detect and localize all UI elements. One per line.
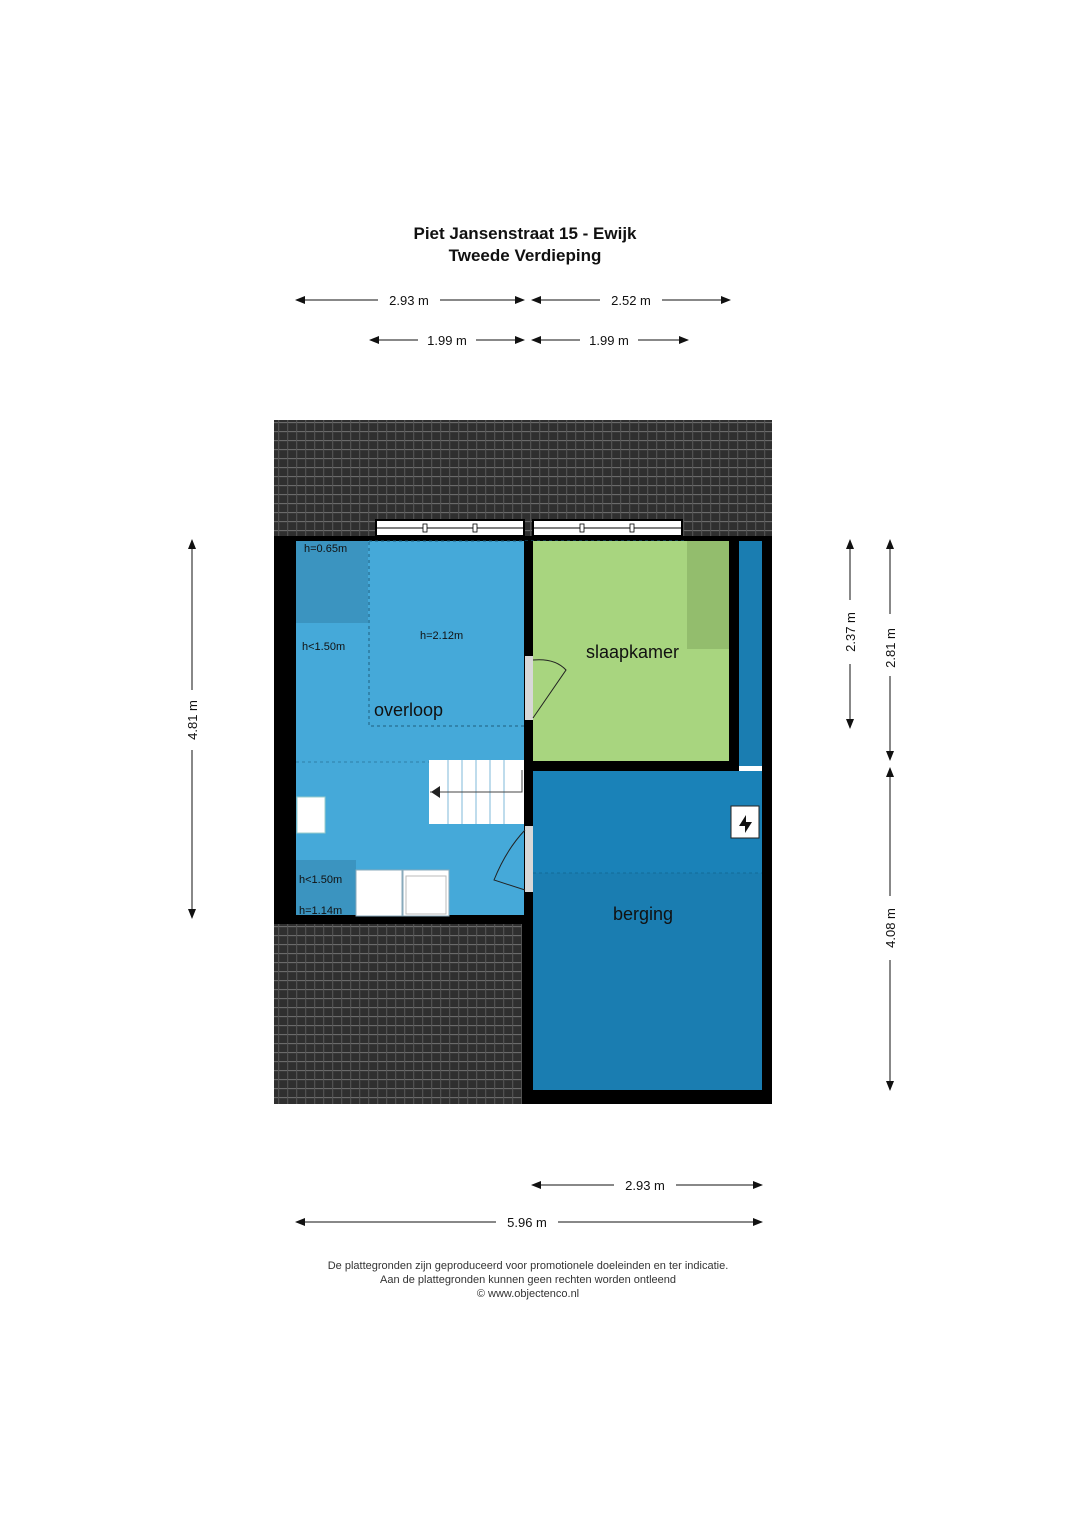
- door-slaapkamer-opening: [525, 656, 533, 720]
- address-title: Piet Jansenstraat 15 - Ewijk: [413, 224, 637, 243]
- room-label-berging: berging: [613, 904, 674, 924]
- dimension-right-inner: [843, 540, 858, 728]
- disclaimer: [0, 1259, 1056, 1301]
- dimension-inner-left: [370, 333, 524, 348]
- dimension-left: [185, 540, 200, 918]
- dim-right-inner-label: 2.37 m: [843, 612, 858, 652]
- dimension-top-right: [532, 293, 730, 308]
- height-label-065: h=0.65m: [304, 543, 348, 555]
- dimension-right-lower: [883, 768, 898, 1090]
- roof-top-right: [682, 420, 772, 542]
- room-label-overloop: overloop: [374, 700, 444, 720]
- wall-bottom-right: [522, 1090, 772, 1104]
- floor-title: Tweede Verdieping: [448, 246, 602, 265]
- dimension-right-outer: [883, 540, 898, 760]
- right-strip: [739, 541, 762, 766]
- dimension-inner-right: [532, 333, 688, 348]
- disclaimer-line-1: De plattegronden zijn geproduceerd voor promotionele doeleinden en ter indicatie.: [327, 1260, 729, 1272]
- dim-top-right-label: 2.52 m: [611, 293, 651, 308]
- cabinet-icon: [356, 870, 402, 916]
- roof-top-left: [274, 420, 374, 542]
- height-label-150-top: h<1.50m: [302, 641, 346, 653]
- room-label-slaapkamer: slaapkamer: [586, 642, 680, 662]
- dim-bottom-partial-label: 2.93 m: [625, 1178, 665, 1193]
- dimension-bottom-total: [296, 1215, 762, 1230]
- dimension-top-left: [296, 293, 524, 308]
- roof-bottom-left: [274, 922, 528, 1104]
- door-berging-opening: [525, 826, 533, 892]
- slaapkamer-low-zone: [687, 541, 730, 649]
- dim-top-left-label: 2.93 m: [389, 293, 429, 308]
- height-label-114: h=1.14m: [299, 905, 343, 917]
- dim-inner-left-label: 1.99 m: [427, 333, 467, 348]
- room-berging: [533, 771, 762, 1090]
- staircase: [429, 760, 524, 824]
- copyright-link[interactable]: © www.objectenco.nl: [476, 1288, 580, 1300]
- dim-inner-right-label: 1.99 m: [589, 333, 629, 348]
- berging-upper: [533, 771, 762, 873]
- dim-bottom-total-label: 5.96 m: [507, 1215, 547, 1230]
- dim-right-outer-label: 2.81 m: [883, 628, 898, 668]
- disclaimer-line-2: Aan de plattegronden kunnen geen rechten worden ontleend: [379, 1274, 676, 1286]
- dim-left-label: 4.81 m: [185, 700, 200, 740]
- sink-icon: [297, 797, 325, 833]
- dimension-bottom-partial: [532, 1178, 762, 1193]
- wall-slaapkamer-right: [729, 541, 739, 766]
- wall-right: [762, 536, 772, 1104]
- height-label-212: h=2.12m: [420, 630, 464, 642]
- dim-right-lower-label: 4.08 m: [883, 908, 898, 948]
- height-label-150-bottom: h<1.50m: [299, 874, 343, 886]
- wall-left: [274, 536, 296, 924]
- wall-slaapkamer-bottom: [533, 761, 739, 771]
- washing-machine-icon: [403, 870, 449, 916]
- wall-bottom-mid: [522, 914, 534, 1104]
